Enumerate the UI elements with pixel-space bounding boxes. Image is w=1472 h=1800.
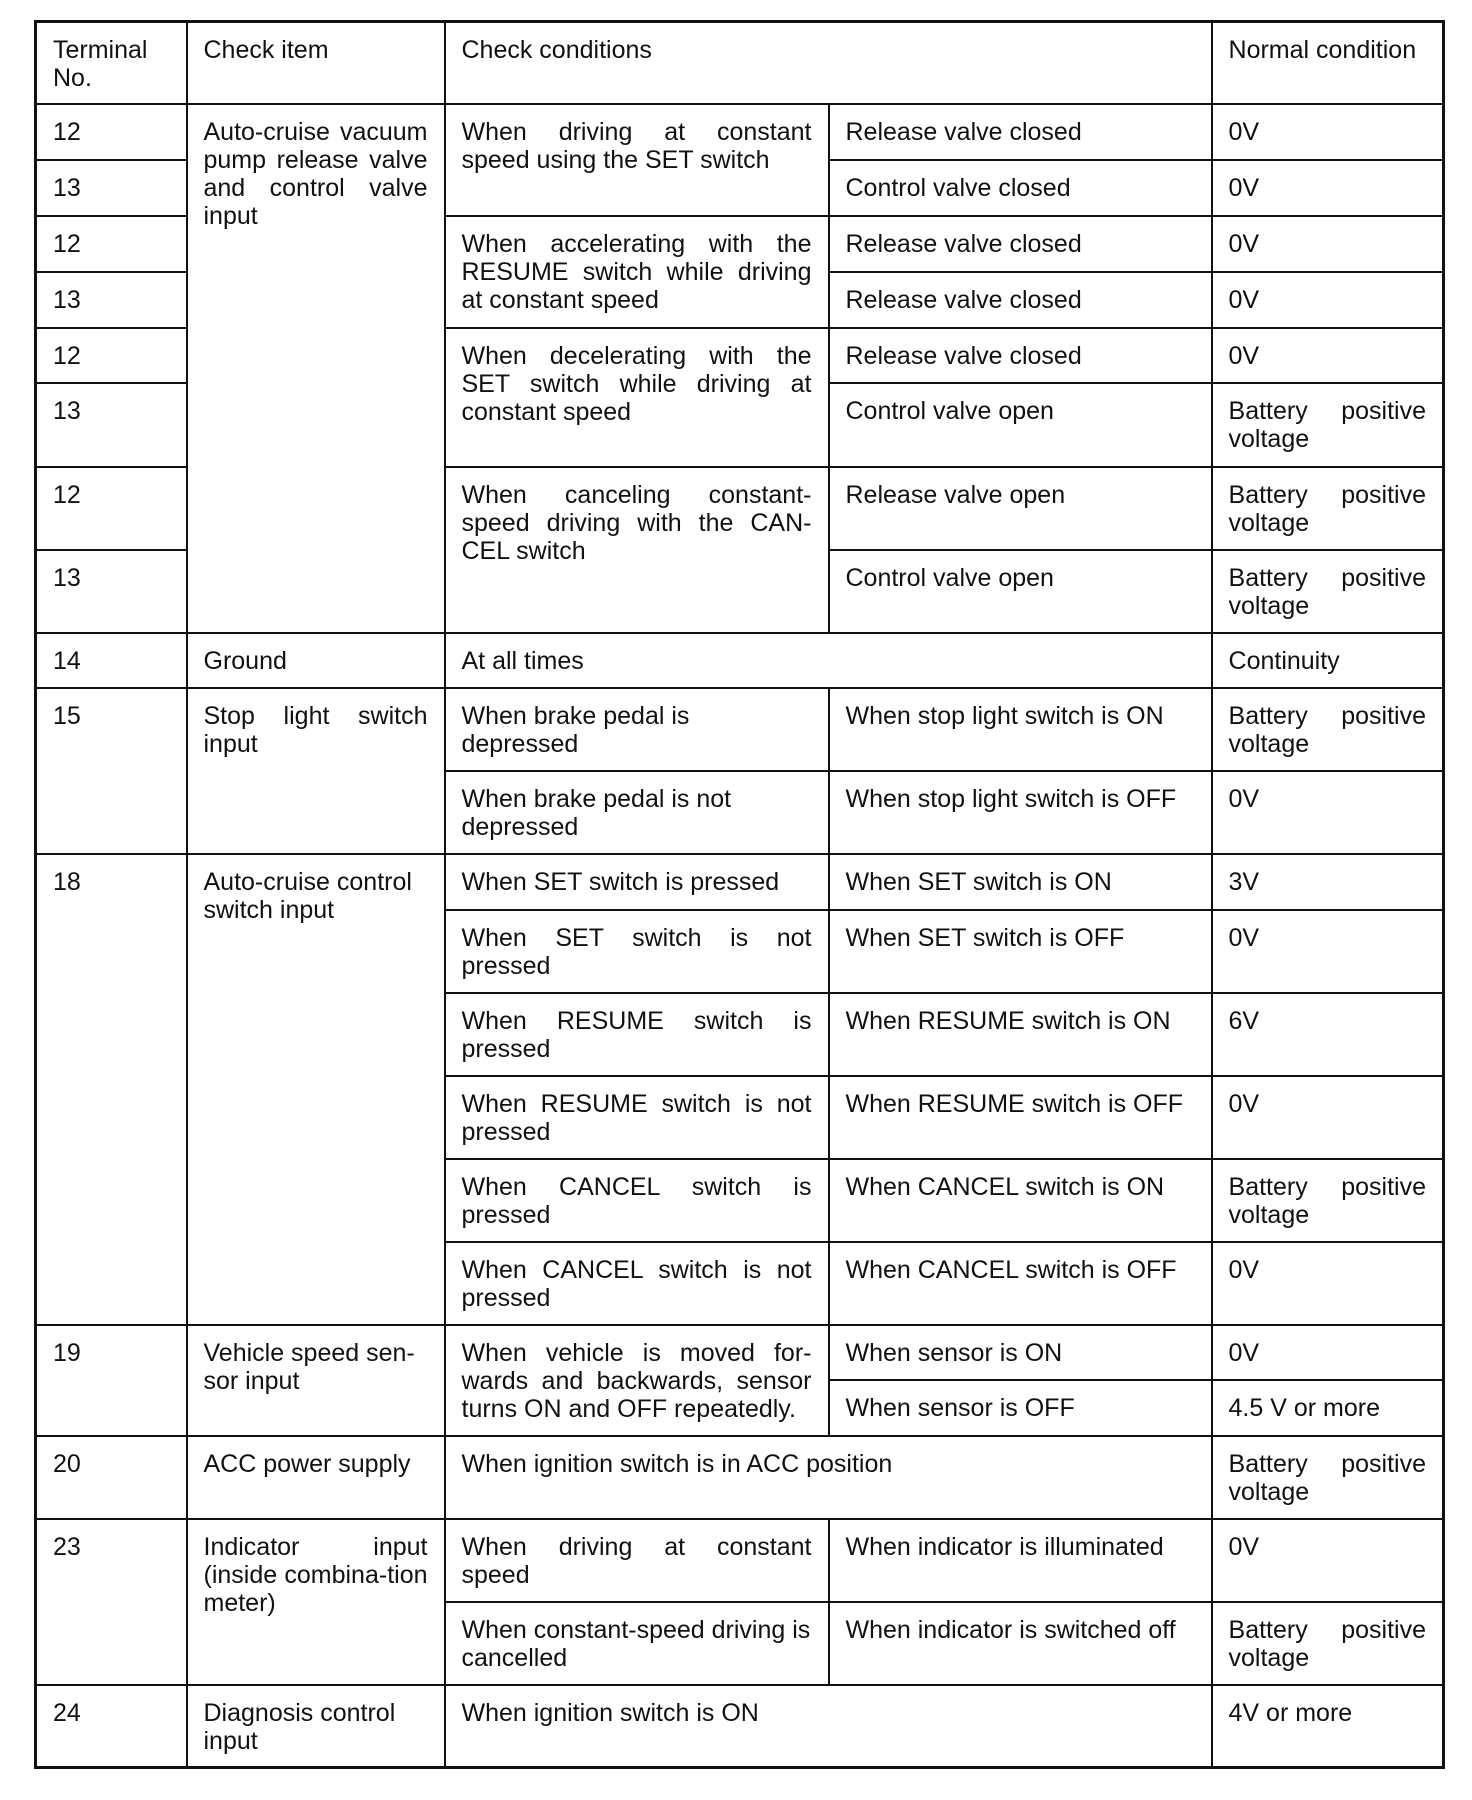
terminal-cell: 13 <box>36 160 187 216</box>
condition-cell: When SET switch is not pressed <box>445 910 829 993</box>
normal-cell: 0V <box>1212 328 1444 383</box>
check-item-cell: Ground <box>187 633 445 688</box>
check-item-cell: Auto-cruise control switch input <box>187 854 445 1325</box>
condition-cell: When ignition switch is ON <box>445 1685 1212 1768</box>
condition-cell: When decelerating with the SET switch while driving at constant speed <box>445 328 829 467</box>
sub-condition-cell: When CANCEL switch is OFF <box>829 1242 1212 1325</box>
terminal-cell: 24 <box>36 1685 187 1768</box>
normal-cell: 0V <box>1212 216 1444 272</box>
header-row <box>36 22 1444 104</box>
normal-cell: Battery positive voltage <box>1212 383 1444 467</box>
condition-cell: When CANCEL switch is not pressed <box>445 1242 829 1325</box>
table-row <box>36 1519 1444 1602</box>
terminal-check-table <box>34 20 1445 1769</box>
sub-condition-cell: Control valve open <box>829 550 1212 633</box>
normal-cell: 4.5 V or more <box>1212 1380 1444 1436</box>
normal-cell: Battery positive voltage <box>1212 1436 1444 1519</box>
normal-cell: Battery positive voltage <box>1212 550 1444 633</box>
normal-cell: Continuity <box>1212 633 1444 688</box>
check-item-cell: ACC power supply <box>187 1436 445 1519</box>
header-normal-condition: Normal condition <box>1212 22 1444 104</box>
sub-condition-cell: Release valve closed <box>829 216 1212 272</box>
normal-cell: 0V <box>1212 1519 1444 1602</box>
normal-cell: 0V <box>1212 104 1444 160</box>
condition-cell: When RESUME switch is pressed <box>445 993 829 1076</box>
normal-cell: 0V <box>1212 910 1444 993</box>
check-item-cell: Auto-cruise vacuum pump release valve and control valve input <box>187 104 445 633</box>
table-row <box>36 633 1444 688</box>
condition-cell: When driving at constant speed using the SET switch <box>445 104 829 216</box>
sub-condition-cell: Release valve open <box>829 467 1212 550</box>
normal-cell: 0V <box>1212 1242 1444 1325</box>
terminal-cell: 12 <box>36 328 187 383</box>
sub-condition-cell: Release valve closed <box>829 328 1212 383</box>
check-item-cell: Stop light switch input <box>187 688 445 854</box>
sub-condition-cell: Control valve closed <box>829 160 1212 216</box>
normal-cell: 0V <box>1212 1076 1444 1159</box>
sub-condition-cell: When sensor is OFF <box>829 1380 1212 1436</box>
normal-cell: Battery positive voltage <box>1212 1602 1444 1685</box>
condition-cell: When driving at constant speed <box>445 1519 829 1602</box>
normal-cell: Battery positive voltage <box>1212 467 1444 550</box>
normal-cell: 4V or more <box>1212 1685 1444 1768</box>
condition-cell: When brake pedal is not depressed <box>445 771 829 854</box>
condition-cell: When RESUME switch is not pressed <box>445 1076 829 1159</box>
sub-condition-cell: Release valve closed <box>829 104 1212 160</box>
check-item-cell: Indicator input (inside combina-tion meter) <box>187 1519 445 1685</box>
normal-cell: 6V <box>1212 993 1444 1076</box>
header-check-conditions: Check conditions <box>445 22 1212 104</box>
condition-cell: When CANCEL switch is pressed <box>445 1159 829 1242</box>
check-item-cell: Vehicle speed sen-sor input <box>187 1325 445 1436</box>
terminal-cell: 18 <box>36 854 187 1325</box>
sub-condition-cell: When RESUME switch is ON <box>829 993 1212 1076</box>
terminal-cell: 12 <box>36 104 187 160</box>
sub-condition-cell: Control valve open <box>829 383 1212 467</box>
normal-cell: Battery positive voltage <box>1212 1159 1444 1242</box>
terminal-cell: 19 <box>36 1325 187 1436</box>
table-row <box>36 104 1444 160</box>
terminal-cell: 20 <box>36 1436 187 1519</box>
normal-cell: 0V <box>1212 272 1444 328</box>
normal-cell: 0V <box>1212 771 1444 854</box>
terminal-cell: 23 <box>36 1519 187 1685</box>
table-row <box>36 1436 1444 1519</box>
sub-condition-cell: When stop light switch is OFF <box>829 771 1212 854</box>
terminal-cell: 14 <box>36 633 187 688</box>
terminal-cell: 15 <box>36 688 187 854</box>
normal-cell: 0V <box>1212 160 1444 216</box>
sub-condition-cell: When SET switch is ON <box>829 854 1212 910</box>
condition-cell: When ignition switch is in ACC position <box>445 1436 1212 1519</box>
table-row <box>36 854 1444 910</box>
condition-cell: When SET switch is pressed <box>445 854 829 910</box>
terminal-cell: 13 <box>36 383 187 467</box>
table-row <box>36 1325 1444 1380</box>
condition-cell: When vehicle is moved for-wards and backwards, sensor turns ON and OFF repeatedly. <box>445 1325 829 1436</box>
table-row <box>36 1685 1444 1768</box>
condition-cell: When constant-speed driving is cancelled <box>445 1602 829 1685</box>
normal-cell: 3V <box>1212 854 1444 910</box>
terminal-cell: 13 <box>36 550 187 633</box>
sub-condition-cell: When indicator is switched off <box>829 1602 1212 1685</box>
header-terminal: Terminal No. <box>36 22 187 104</box>
condition-cell: At all times <box>445 633 1212 688</box>
check-item-cell: Diagnosis control input <box>187 1685 445 1768</box>
sub-condition-cell: When sensor is ON <box>829 1325 1212 1380</box>
header-check-item: Check item <box>187 22 445 104</box>
normal-cell: 0V <box>1212 1325 1444 1380</box>
sub-condition-cell: When SET switch is OFF <box>829 910 1212 993</box>
condition-cell: When accelerating with the RESUME switch while driving at constant speed <box>445 216 829 328</box>
normal-cell: Battery positive voltage <box>1212 688 1444 771</box>
terminal-cell: 12 <box>36 467 187 550</box>
sub-condition-cell: When stop light switch is ON <box>829 688 1212 771</box>
sub-condition-cell: When RESUME switch is OFF <box>829 1076 1212 1159</box>
sub-condition-cell: Release valve closed <box>829 272 1212 328</box>
sub-condition-cell: When CANCEL switch is ON <box>829 1159 1212 1242</box>
condition-cell: When canceling constant-speed driving with the CAN-CEL switch <box>445 467 829 633</box>
terminal-cell: 13 <box>36 272 187 328</box>
terminal-cell: 12 <box>36 216 187 272</box>
sub-condition-cell: When indicator is illuminated <box>829 1519 1212 1602</box>
condition-cell: When brake pedal is depressed <box>445 688 829 771</box>
table-row <box>36 688 1444 771</box>
